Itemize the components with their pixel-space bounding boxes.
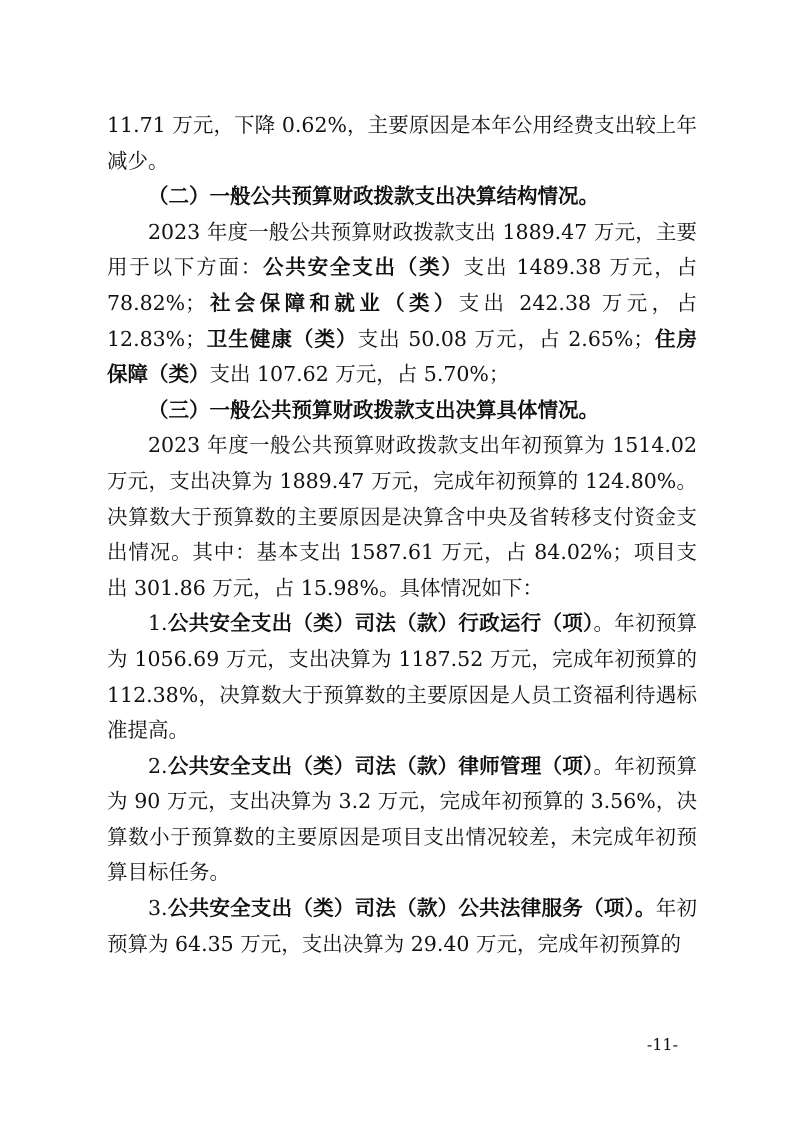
text-run: 。年初预算为 90 万元，支出决算为 3.2 万元，完成年初预算的 3.56%，决算数小于预算数的主要原因是项目支出情况较差，未完成年初预算目标任务。 <box>107 753 698 885</box>
bold-text-run: 住房保障（类） <box>107 326 697 387</box>
paragraph-p2 <box>107 215 697 393</box>
paragraph-h2 <box>107 179 697 215</box>
text-run: 支出 1489.38 万元，占 78.82%； <box>107 255 698 315</box>
paragraph-item3 <box>107 891 697 962</box>
bold-text-run: 公共安全支出（类）司法（款）公共法律服务（项）。 <box>167 896 656 921</box>
text-run: 支出 107.62 万元，占 5.70%； <box>209 362 510 387</box>
document-body <box>107 108 697 962</box>
text-run: 年初预算为 64.35 万元，支出决算为 29.40 万元，完成年初预算的 <box>107 896 698 956</box>
text-run: 。年初预算为 1056.69 万元，支出决算为 1187.52 万元，完成年初预算的 112.38%，决算数大于预算数的主要原因是人员工资福利待遇标准提高。 <box>107 611 698 743</box>
paragraph-item1 <box>107 606 697 748</box>
bold-text-run: 公共安全支出（类）司法（款）行政运行（项） <box>167 611 594 636</box>
bold-text-run: 社会保障和就业（类） <box>205 290 459 315</box>
paragraph-h3 <box>107 393 697 429</box>
bold-text-run: 公共安全支出（类）司法（款）律师管理（项） <box>167 753 594 778</box>
text-run: 11.71 万元，下降 0.62%，主要原因是本年公用经费支出较上年减少。 <box>107 113 697 173</box>
text-run: 支出 50.08 万元，占 2.65%； <box>357 326 654 351</box>
bold-text-run: 卫生健康（类） <box>205 326 358 351</box>
paragraph-p3 <box>107 428 697 606</box>
text-run: 3. <box>148 896 168 921</box>
text-run: 2. <box>148 753 168 778</box>
bold-text-run: （二）一般公共预算财政拨款支出决算结构情况。 <box>148 184 599 209</box>
paragraph-p1 <box>107 108 697 179</box>
text-run: 支出 242.38 万元，占 12.83%； <box>107 290 698 351</box>
page-number: -11- <box>646 1035 678 1054</box>
text-run: 1. <box>148 611 168 636</box>
bold-text-run: （三）一般公共预算财政拨款支出决算具体情况。 <box>148 397 599 422</box>
bold-text-run: 公共安全支出（类） <box>263 255 464 280</box>
paragraph-item2 <box>107 749 697 891</box>
text-run: 2023 年度一般公共预算财政拨款支出 1889.47 万元，主要用于以下方面： <box>107 219 697 280</box>
text-run: 2023 年度一般公共预算财政拨款支出年初预算为 1514.02 万元，支出决算为 1889.47 万元，完成年初预算的 124.80%。决算数大于预算数的主要原因是决算含中央及省转移支付资金支出情况。其中：基本支出 1587.61 万元，占 84.02%；项目支出 301.86 万元，占 15.98%。具体情况如下： <box>107 433 697 600</box>
